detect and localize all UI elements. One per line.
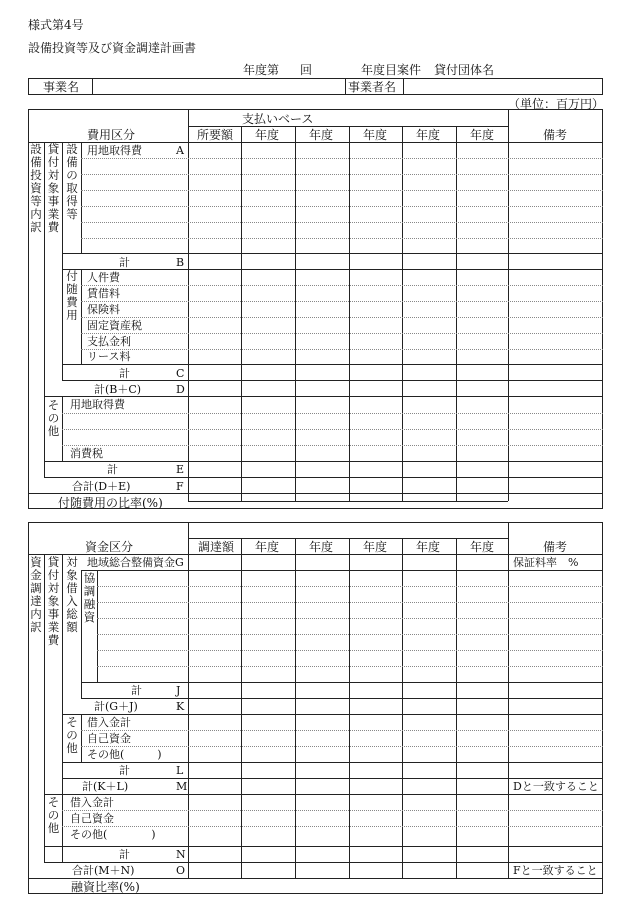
subtotal-l-label: 計: [119, 764, 130, 777]
year-header-1: 年度: [255, 128, 280, 142]
vertical-label-cooperative-loan: 協調融資: [83, 571, 96, 624]
other-paren-label: その他( ): [87, 748, 162, 761]
vertical-label-facility-breakdown: 設備投資等内訳: [30, 142, 42, 234]
loan-total-label-2: 借入金計: [70, 796, 114, 809]
label-j: J: [176, 684, 181, 697]
label-a: A: [176, 144, 184, 157]
procurement-amount-header: 調達額: [198, 540, 235, 554]
label-k: K: [176, 700, 185, 713]
fund-category-header: 資金区分: [85, 540, 134, 554]
vertical-label-funding-breakdown: 資金調達内訳: [30, 555, 42, 634]
year-header-5: 年度: [470, 128, 495, 142]
form-number: 様式第4号: [28, 18, 84, 32]
vertical-label-facility-acquisition: 設備の取得等: [66, 142, 78, 221]
own-fund-label-2: 自己資金: [70, 812, 114, 825]
sum-kl-label: 計(K＋L): [82, 780, 129, 793]
nendo-mokuan-label: 年度目案件: [361, 63, 422, 77]
label-f: F: [176, 480, 184, 493]
year-header-2: 年度: [309, 128, 334, 142]
jigyosha-label: 事業者名: [348, 80, 397, 94]
vertical-label-incidental: 付随費用: [66, 269, 78, 322]
match-f-note: Fと一致すること: [513, 864, 598, 877]
subtotal-c-label: 計: [119, 367, 130, 380]
year2-header-1: 年度: [255, 540, 280, 554]
financing-ratio-label: 融資比率(%): [71, 880, 140, 894]
year-header-3: 年度: [363, 128, 388, 142]
label-b: B: [176, 256, 185, 269]
label-m: M: [176, 780, 188, 793]
sum-bc-label: 計(B＋C): [94, 383, 142, 396]
match-d-note: Dと一致すること: [513, 780, 599, 793]
total-mn-label: 合計(M＋N): [72, 864, 135, 877]
year2-header-2: 年度: [309, 540, 334, 554]
incidental-ratio-label: 付随費用の比率(%): [58, 496, 163, 510]
sum-gj-label: 計(G＋J): [94, 700, 138, 713]
label-n: N: [176, 848, 186, 861]
info-row: [28, 78, 603, 95]
expense-category-header: 費用区分: [87, 128, 136, 142]
kai-label: 回: [300, 63, 313, 77]
remarks-header: 備考: [543, 128, 568, 142]
vertical-label-loan-target-2: 貸付対象事業費: [47, 555, 60, 647]
dantai-label: 貸付団体名: [434, 63, 495, 77]
regional-fund-label: 地域総合整備資金G: [87, 556, 184, 569]
incidental-item-1: 人件費: [87, 271, 120, 284]
vertical-label-other-3: その他: [47, 795, 60, 835]
incidental-item-5: 支払金利: [87, 335, 131, 348]
label-d: D: [176, 383, 185, 396]
payment-base-label: 支払いベース: [242, 112, 314, 126]
unit-label: （単位：百万円）: [508, 97, 605, 111]
incidental-item-3: 保険料: [87, 303, 120, 316]
loan-total-label: 借入金計: [87, 716, 131, 729]
label-c: C: [176, 367, 185, 380]
year2-header-3: 年度: [363, 540, 388, 554]
document-title: 設備投資等及び資金調達計画書: [28, 41, 197, 55]
subtotal-n-label: 計: [119, 848, 130, 861]
vertical-label-loan-target: 貸付対象事業費: [47, 142, 60, 234]
land-acquisition-label: 用地取得費: [87, 144, 142, 157]
subtotal-b-label: 計: [119, 256, 130, 269]
subtotal-e-label: 計: [107, 463, 118, 476]
vertical-label-borrow-total: 対象借入総額: [66, 555, 78, 634]
label-o: O: [176, 864, 186, 877]
year2-header-4: 年度: [416, 540, 441, 554]
label-l: L: [176, 764, 184, 777]
year-header-4: 年度: [416, 128, 441, 142]
other-paren-label-2: その他( ): [70, 828, 156, 841]
total-de-label: 合計(D＋E): [72, 480, 131, 493]
nendo-dai-label: 年度第: [243, 63, 280, 77]
year2-header-5: 年度: [470, 540, 495, 554]
own-fund-label: 自己資金: [87, 732, 131, 745]
subtotal-j-label: 計: [131, 684, 142, 697]
vertical-label-other: その他: [47, 398, 60, 438]
other-land-label: 用地取得費: [70, 398, 125, 411]
incidental-item-2: 賃借料: [87, 287, 120, 300]
incidental-item-6: リース料: [87, 350, 131, 363]
guarantee-rate-label: 保証料率 %: [513, 556, 579, 569]
consumption-tax-label: 消費税: [70, 447, 103, 460]
remarks2-header: 備考: [543, 540, 568, 554]
incidental-item-4: 固定資産税: [87, 319, 142, 332]
required-amount-header: 所要額: [197, 128, 234, 142]
vertical-label-other-2: その他: [66, 715, 78, 755]
jigyo-label: 事業名: [43, 80, 80, 94]
label-e: E: [176, 463, 185, 476]
